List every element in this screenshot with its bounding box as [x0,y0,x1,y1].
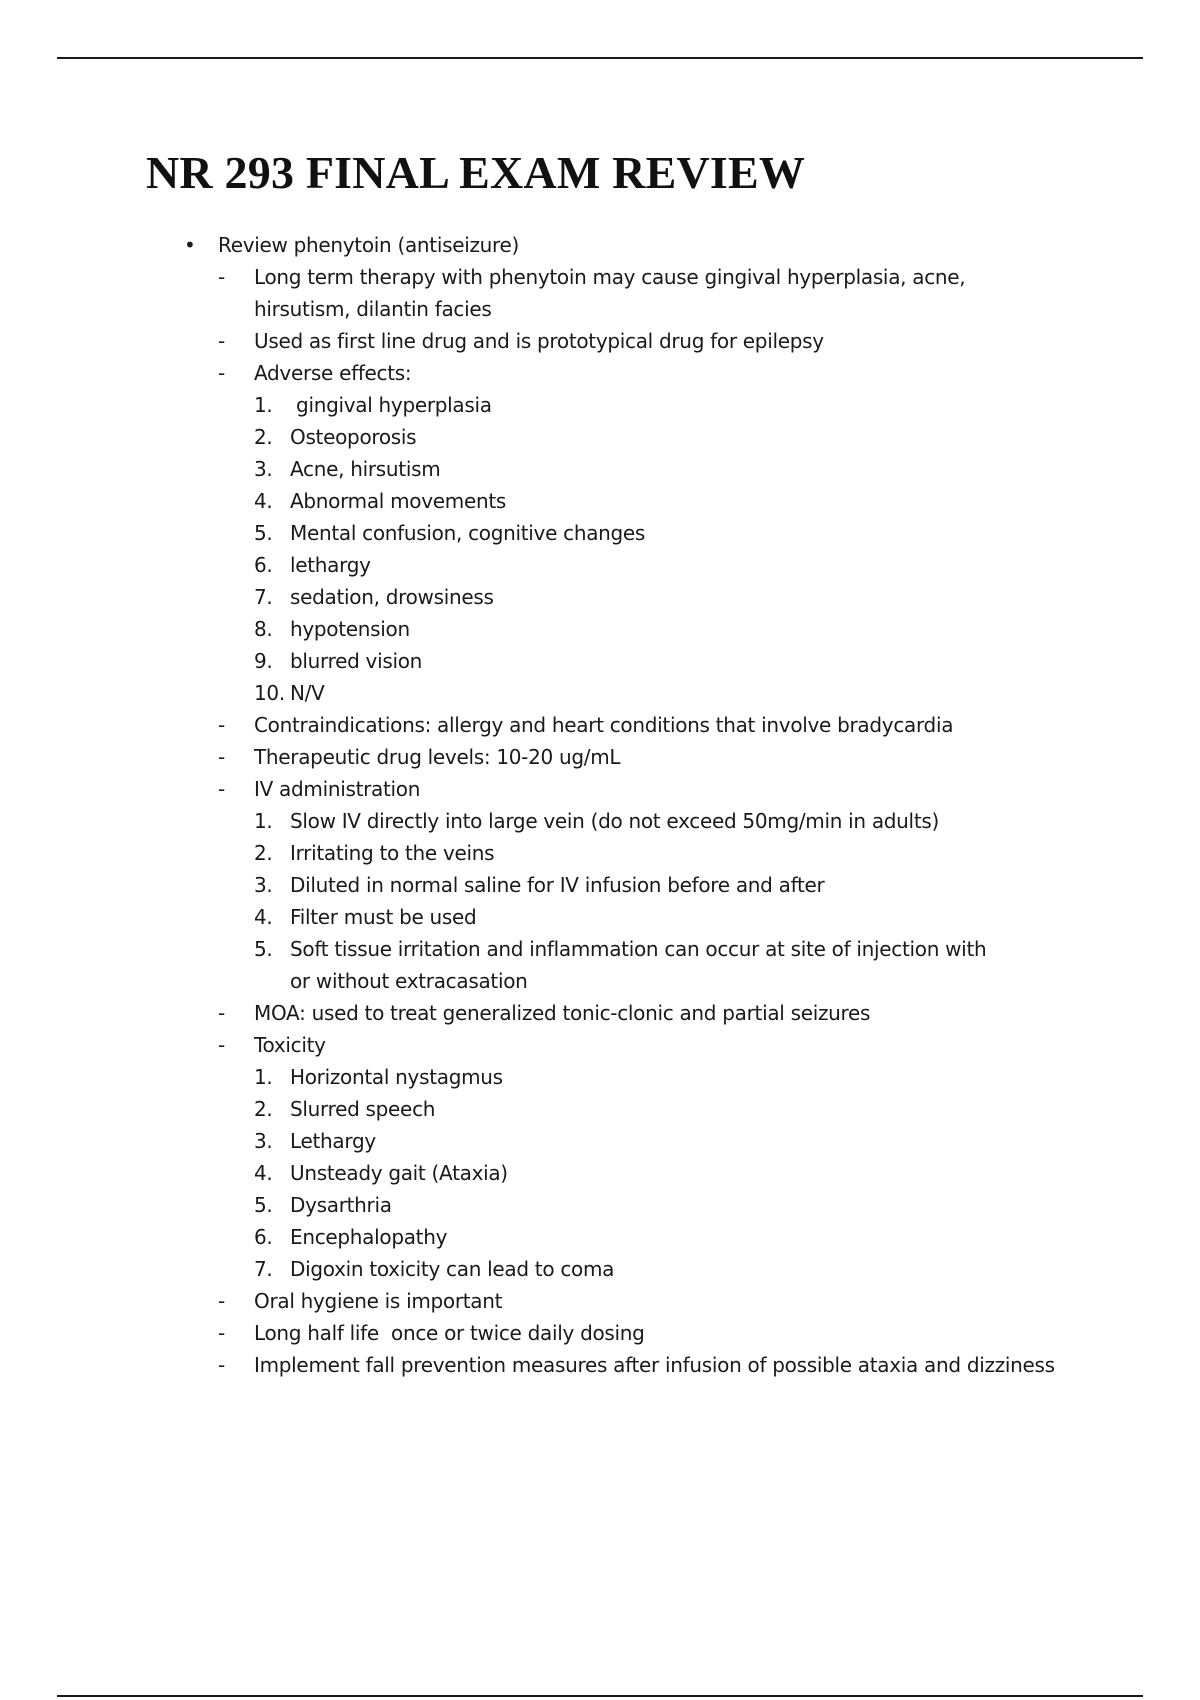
dash-item-text: MOA: used to treat generalized tonic-clonic and partial seizures [254,1001,871,1025]
adverse-effect-text: hypotension [290,617,410,641]
iv-step-text: Filter must be used [290,905,477,929]
iv-step-text: Diluted in normal saline for IV infusion before and after [290,873,825,897]
dash-marker: - [218,329,225,353]
adverse-effect-text: gingival hyperplasia [290,393,492,417]
toxicity-sign-text: Unsteady gait (Ataxia) [290,1161,508,1185]
list-number: 8. [254,617,273,641]
list-number: 6. [254,1225,273,1249]
dash-item-halflife [0,1317,1200,1349]
adverse-effect-text: Osteoporosis [290,425,417,449]
toxicity-sign-item [0,1221,1200,1253]
list-number: 1. [254,393,273,417]
toxicity-sign-text: Lethargy [290,1129,376,1153]
toxicity-sign-item [0,1061,1200,1093]
dash-marker: - [218,1321,225,1345]
list-number: 5. [254,1193,273,1217]
toxicity-sign-item [0,1093,1200,1125]
dash-item-text: Used as first line drug and is prototypical drug for epilepsy [254,329,824,353]
list-number: 1. [254,1065,273,1089]
dash-item-text: Long term therapy with phenytoin may cause gingival hyperplasia, acne, hirsutism, dilantin facies [254,265,966,321]
toxicity-sign-text: Slurred speech [290,1097,436,1121]
main-bullet-text: Review phenytoin (antiseizure) [218,233,520,257]
dash-item-text: Oral hygiene is important [254,1289,503,1313]
list-number: 4. [254,905,273,929]
dash-item-firstline [0,325,1200,357]
list-number: 2. [254,1097,273,1121]
toxicity-sign-item [0,1157,1200,1189]
list-number: 7. [254,1257,273,1281]
dash-item-text: IV administration [254,777,421,801]
adverse-effect-item [0,645,1200,677]
dash-item-adverse [0,357,1200,389]
list-number: 2. [254,841,273,865]
review-content [0,229,1200,1381]
toxicity-sign-item [0,1253,1200,1285]
adverse-effect-item [0,421,1200,453]
adverse-effect-item [0,549,1200,581]
dash-item-text: Contraindications: allergy and heart conditions that involve bradycardia [254,713,954,737]
dash-marker: - [218,777,225,801]
adverse-effect-item [0,453,1200,485]
dash-item-text: Long half life once or twice daily dosing [254,1321,645,1345]
list-number: 3. [254,873,273,897]
list-number: 4. [254,1161,273,1185]
dash-marker: - [218,713,225,737]
list-number: 3. [254,1129,273,1153]
list-number: 5. [254,937,273,961]
list-number: 2. [254,425,273,449]
iv-step-item [0,901,1200,933]
iv-step-text: Irritating to the veins [290,841,495,865]
adverse-effect-text: blurred vision [290,649,423,673]
list-number: 6. [254,553,273,577]
toxicity-sign-item [0,1189,1200,1221]
list-number: 9. [254,649,273,673]
iv-step-item [0,933,1200,997]
list-number: 7. [254,585,273,609]
dash-marker: - [218,1001,225,1025]
adverse-effect-item [0,517,1200,549]
dash-marker: - [218,1353,225,1377]
dash-marker: - [218,745,225,769]
dash-item-iv [0,773,1200,805]
dash-marker: - [218,361,225,385]
toxicity-sign-text: Encephalopathy [290,1225,448,1249]
adverse-effect-text: Acne, hirsutism [290,457,441,481]
toxicity-sign-text: Dysarthria [290,1193,392,1217]
dash-marker: - [218,1033,225,1057]
header-rule [57,57,1143,59]
list-number: 10. [254,681,285,705]
dash-item-toxicity [0,1029,1200,1061]
footer-rule [57,1695,1143,1697]
bullet-dot-icon: • [184,233,196,257]
dash-item-fall [0,1349,1200,1381]
adverse-effect-text: Mental confusion, cognitive changes [290,521,646,545]
iv-step-item [0,869,1200,901]
adverse-effect-text: Abnormal movements [290,489,506,513]
toxicity-sign-item [0,1125,1200,1157]
dash-item-text: Implement fall prevention measures after infusion of possible ataxia and dizziness [254,1353,1055,1377]
adverse-effect-item [0,677,1200,709]
dash-marker: - [218,265,225,289]
adverse-effect-text: N/V [290,681,325,705]
dash-item-text: Toxicity [254,1033,326,1057]
adverse-effect-item [0,581,1200,613]
iv-step-text: Soft tissue irritation and inflammation can occur at site of injection with or without extracasation [290,937,987,993]
toxicity-sign-text: Horizontal nystagmus [290,1065,503,1089]
main-bullet-item [0,229,1200,261]
dash-item-oral [0,1285,1200,1317]
dash-item-contraindications [0,709,1200,741]
list-number: 3. [254,457,273,481]
adverse-effect-item [0,613,1200,645]
adverse-effect-text: sedation, drowsiness [290,585,494,609]
toxicity-sign-text: Digoxin toxicity can lead to coma [290,1257,615,1281]
adverse-effect-item [0,485,1200,517]
dash-item-longterm [0,261,1200,325]
adverse-effect-text: lethargy [290,553,371,577]
dash-item-moa [0,997,1200,1029]
list-number: 1. [254,809,273,833]
iv-step-item [0,837,1200,869]
list-number: 4. [254,489,273,513]
dash-marker: - [218,1289,225,1313]
adverse-effect-item [0,389,1200,421]
dash-item-text: Therapeutic drug levels: 10-20 ug/mL [254,745,621,769]
dash-item-text: Adverse effects: [254,361,412,385]
list-number: 5. [254,521,273,545]
dash-item-therapeutic [0,741,1200,773]
iv-step-text: Slow IV directly into large vein (do not exceed 50mg/min in adults) [290,809,939,833]
page-title: NR 293 FINAL EXAM REVIEW [146,147,806,198]
iv-step-item [0,805,1200,837]
